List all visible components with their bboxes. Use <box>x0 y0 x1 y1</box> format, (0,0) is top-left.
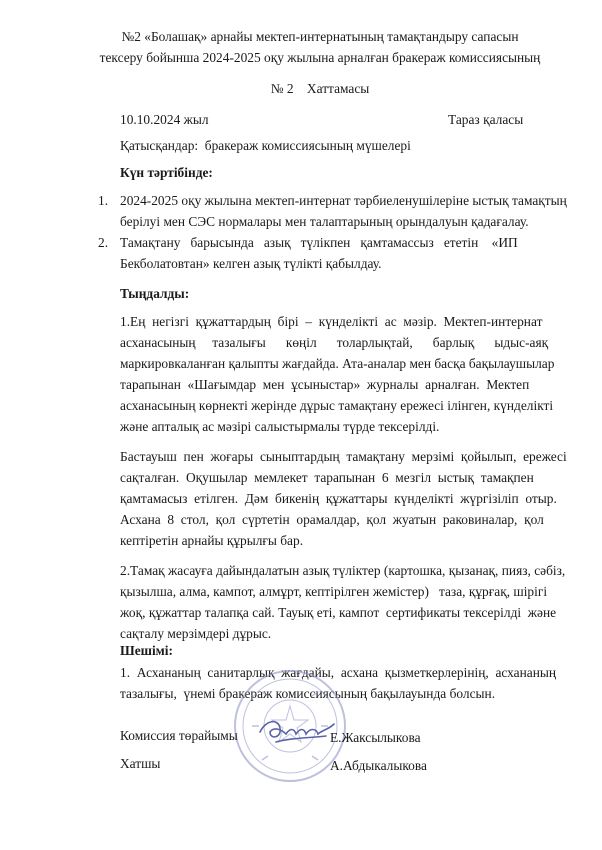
decision-line: 1. Асхананың санитарлық жағдайы, асхана қызметкерлерінің, асхананың <box>120 665 557 680</box>
paragraph-line: тарапынан «Шағымдар мен ұсыныстар» журналы арналған. Мектеп <box>120 377 530 392</box>
header-title-line-2: тексеру бойынша 2024-2025 оқу жылына арналған бракераж комиссиясының <box>99 50 541 65</box>
header-title-line-1: №2 «Болашақ» арнайы мектеп-интернатының тамақтандыру сапасын <box>121 29 519 44</box>
paragraph-line: Асхана 8 стол, қол сүртетін орамалдар, қол жуатын раковиналар, қол <box>120 512 544 527</box>
paragraph-line: және апталық ас мәзірі салыстырмалы түрде тексерілді. <box>120 419 440 434</box>
protocol-number: № 2 Хаттамасы <box>270 81 370 96</box>
decision-line: тазалығы, үнемі бракераж комиссиясының бақылауында болсын. <box>120 686 496 701</box>
heard-title: Тыңдалды: <box>120 286 190 301</box>
agenda-item-number: 1. <box>98 193 109 208</box>
agenda-item-line: 2024-2025 оқу жылына мектеп-интернат тәрбиеленушілеріне ыстық тамақтың <box>120 193 567 208</box>
paragraph-line: сақталу мерзімдері дұрыс. <box>120 626 272 641</box>
paragraph-line: сақталған. Оқушылар мемлекет тарапынан 6 мезгіл ыстық тамақпен <box>120 470 534 485</box>
agenda-item-line: Тамақтану барысында азық түлікпен қамтамассыз ететін «ИП <box>120 235 518 250</box>
agenda-item-line: Бекболатовтан» келген азық түлікті қабылдау. <box>120 256 382 271</box>
paragraph-line: 2.Тамақ жасауға дайындалатын азық түліктер (картошка, қызанақ, пияз, сәбіз, <box>120 563 566 578</box>
chair-label: Комиссия төрайымы <box>120 728 238 743</box>
document-city: Тараз қаласы <box>448 112 524 127</box>
paragraph-line: асханасының көрнекті жерінде дұрыс тамақтану ережесі ілінген, күнделікті <box>120 398 554 413</box>
agenda-title: Күн тәртібінде: <box>120 165 213 180</box>
agenda-item-line: берілуі мен СЭС нормалары мен талаптарының орындалуын қадағалау. <box>120 214 529 229</box>
document-date: 10.10.2024 жыл <box>120 112 209 127</box>
paragraph-line: 1.Ең негізгі құжаттардың бірі – күнделікті ас мәзір. Мектеп-интернат <box>120 314 543 329</box>
paragraph-line: жоқ, құжаттар талапқа сай. Тауық еті, кампот сертификаты тексерілді және <box>120 605 557 620</box>
paragraph-line: Бастауыш пен жоғары сыныптардың тамақтану мерзімі қойылып, ережесі <box>120 449 567 464</box>
paragraph-line: қызылша, алма, кампот, алмұрт, кептірілген жемістер) таза, құрғақ, шірігі <box>120 584 548 599</box>
chair-name: Е.Жаксылыкова <box>330 730 421 745</box>
participants: Қатысқандар: бракераж комиссиясының мүшелері <box>120 138 411 153</box>
paragraph-line: асханасының тазалығы көңіл толарлықтай, барлық ыдыс-аяқ <box>120 335 549 350</box>
secretary-label: Хатшы <box>120 756 161 771</box>
decision-title: Шешімі: <box>120 643 173 658</box>
secretary-name: А.Абдыкалыкова <box>330 758 427 773</box>
paragraph-line: маркировкаланған қалыпты жағдайда. Ата-аналар мен басқа бақылаушылар <box>120 356 555 371</box>
paragraph-line: кептіретін арнайы құрылғы бар. <box>120 533 304 548</box>
paragraph-line: қамтамасыз етілген. Дәм бикенің құжаттары күнделікті жүргізіліп отыр. <box>120 491 557 506</box>
agenda-item-number: 2. <box>98 235 109 250</box>
signature-icon <box>256 712 338 746</box>
